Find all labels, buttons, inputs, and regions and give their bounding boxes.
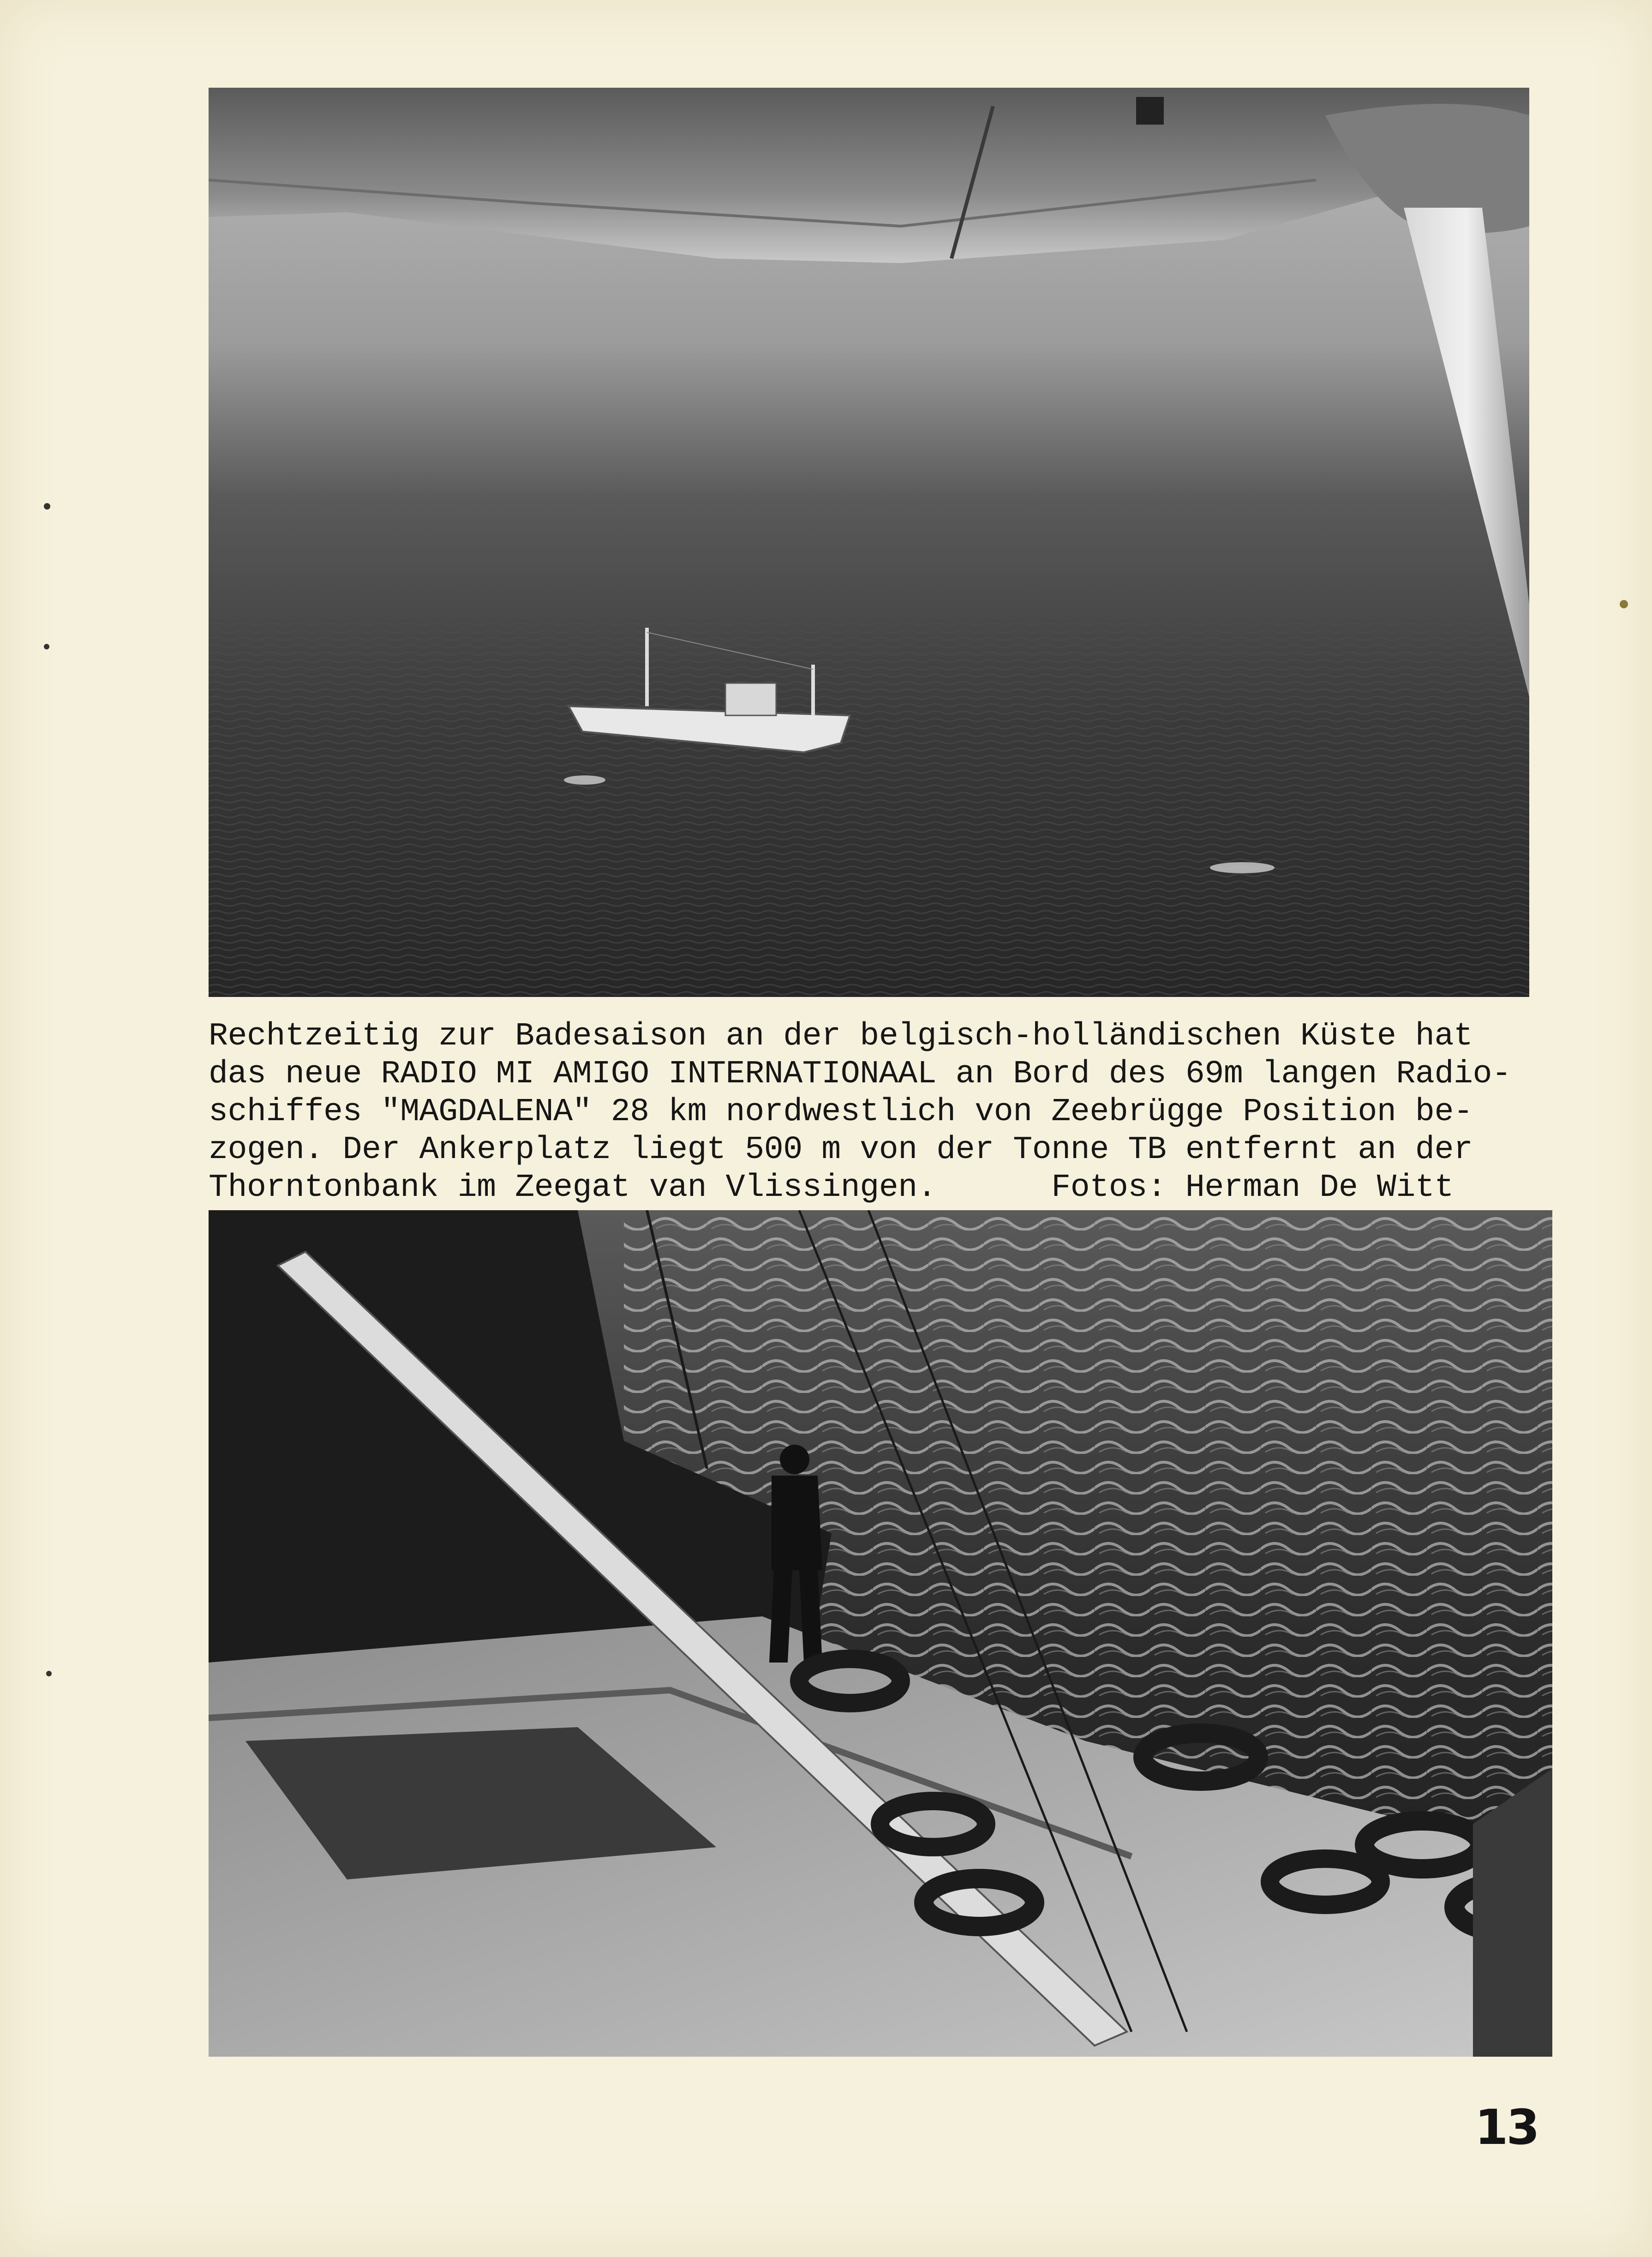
caption-line: schiffes "MAGDALENA" 28 km nordwestlich von Zeebrügge Position be-: [209, 1094, 1473, 1130]
margin-speck: [44, 644, 49, 649]
photo-caption: [209, 1018, 1547, 1207]
caption-line: zogen. Der Ankerplatz liegt 500 m von der Tonne TB entfernt an der: [209, 1132, 1473, 1168]
ship-deck-photo: [209, 1210, 1552, 2057]
caption-line: Thorntonbank im Zeegat van Vlissingen. Fotos: Herman De Witt: [209, 1170, 1454, 1206]
aerial-ship-photo: [209, 88, 1529, 997]
caption-line: das neue RADIO MI AMIGO INTERNATIONAAL an Bord des 69m langen Radio-: [209, 1056, 1511, 1092]
margin-speck: [46, 1671, 52, 1676]
margin-speck: [1620, 600, 1628, 608]
caption-line: Rechtzeitig zur Badesaison an der belgisch-holländischen Küste hat: [209, 1018, 1473, 1055]
margin-speck: [44, 503, 50, 510]
page-number: 13: [1475, 2099, 1538, 2155]
